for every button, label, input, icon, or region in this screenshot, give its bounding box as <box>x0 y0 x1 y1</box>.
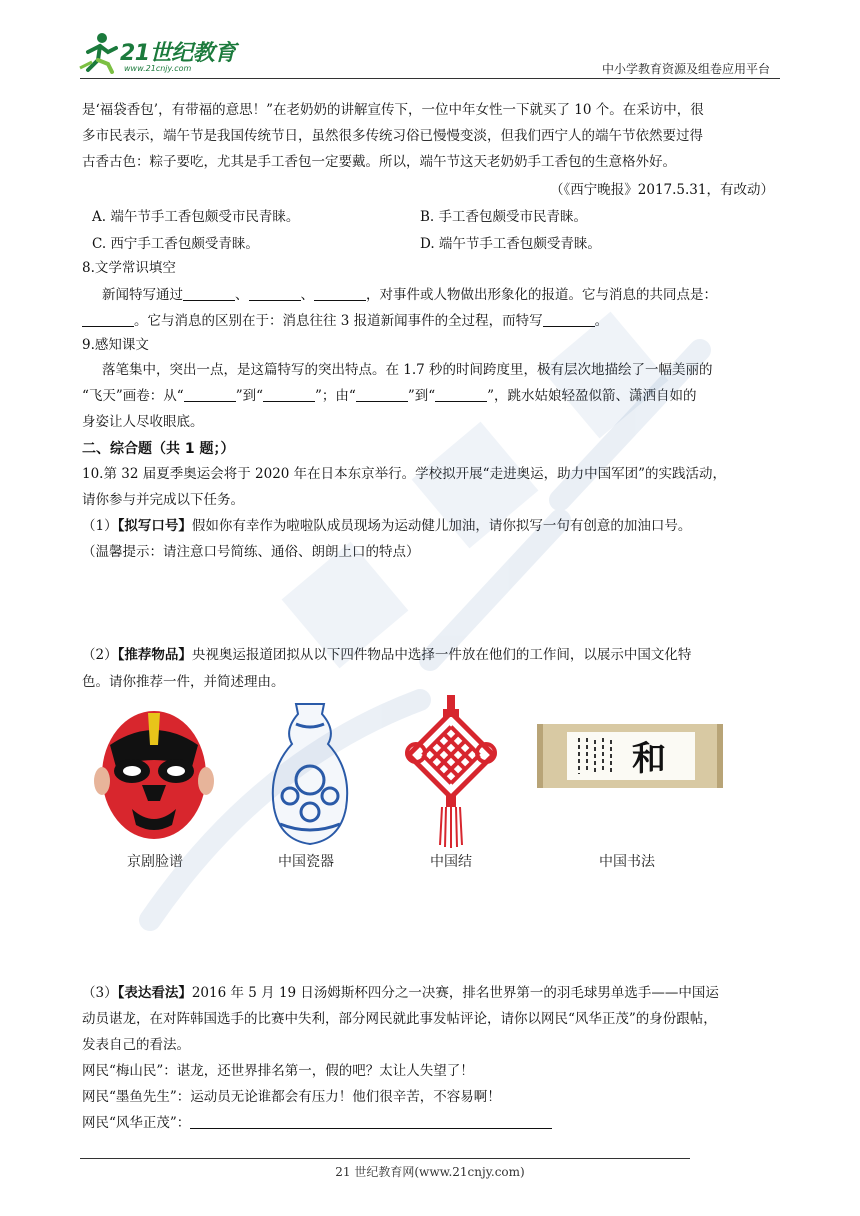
q10-part3: （3）【表达看法】2016 年 5 月 19 日汤姆斯杯四分之一决赛，排名世界第一的羽毛球男单选手——中国运 <box>82 985 719 1001</box>
calligraphy-char: 和 <box>632 739 666 779</box>
blank[interactable] <box>249 286 301 301</box>
passage-source: （《西宁晚报》2017.5.31，有改动） <box>550 182 774 198</box>
caption-opera-mask: 京剧脸谱 <box>127 854 183 870</box>
q9-title: 9.感知课文 <box>82 337 149 353</box>
passage-line-1: 是‘福袋香包’，有带福的意思！”在老奶奶的讲解宣传下，一位中年女性一下就买了 10 个。在采访中，很 <box>82 102 704 118</box>
chinese-knot-image <box>398 695 504 850</box>
comment-1: 网民“梅山民”：谌龙，还世界排名第一，假的吧？太让人失望了！ <box>82 1063 474 1079</box>
q9-line-3: 身姿让人尽收眼底。 <box>82 414 204 430</box>
site-logo <box>78 30 258 80</box>
blank[interactable] <box>435 387 487 402</box>
header-divider <box>80 78 780 79</box>
blank[interactable] <box>263 387 315 402</box>
caption-knot: 中国结 <box>430 854 472 870</box>
logo-text: 21世纪教育 <box>120 41 236 66</box>
q10-line-2: 请你参与并完成以下任务。 <box>82 492 244 508</box>
q8-title: 8.文学常识填空 <box>82 260 176 276</box>
q10-line-1: 10.第 32 届夏季奥运会将于 2020 年在日本东京举行。学校拟开展“走进奥运，助力中国军团”的实践活动， <box>82 466 726 482</box>
q9-line-2: “飞天”画卷：从“ ”到“ ”；由“ ”到“ ”，跳水姑娘轻盈似箭、潇洒自如的 <box>82 388 697 404</box>
q8-line-2: 。它与消息的区别在于：消息往往 3 报道新闻事件的全过程，而特写 。 <box>82 311 608 331</box>
q10-part2-cont: 色。请你推荐一件，并简述理由。 <box>82 674 285 690</box>
comment-3: 网民“风华正茂”： <box>82 1113 552 1133</box>
q10-part3-cont: 动员谌龙，在对阵韩国选手的比赛中失利，部分网民就此事发帖评论，请你以网民“风华正茂”的身份跟帖， <box>82 1011 717 1027</box>
passage-line-3: 古香古色：粽子要吃，尤其是手工香包一定要戴。所以，端午节这天老奶奶手工香包的生意格外好。 <box>82 154 676 170</box>
logo-url: www.21cnjy.com <box>124 64 192 73</box>
q10-part3-cont2: 发表自己的看法。 <box>82 1037 190 1053</box>
caption-calligraphy: 中国书法 <box>599 854 655 870</box>
option-a[interactable]: A. 端午节手工香包颇受市民青睐。 <box>92 209 300 225</box>
opera-mask-image <box>92 705 216 845</box>
option-d[interactable]: D. 端午节手工香包颇受青睐。 <box>420 236 601 252</box>
passage-line-2: 多市民表示，端午节是我国传统节日，虽然很多传统习俗已慢慢变淡，但我们西宁人的端午节依然要过得 <box>82 128 703 144</box>
caption-porcelain: 中国瓷器 <box>278 854 334 870</box>
option-c[interactable]: C. 西宁手工香包颇受青睐。 <box>92 236 259 252</box>
q9-line-1: 落笔集中，突出一点，是这篇特写的突出特点。在 1.7 秒的时间跨度里，极有层次地描绘了一幅美丽的 <box>102 362 713 378</box>
blank[interactable] <box>184 387 236 402</box>
q10-part2: （2）【推荐物品】央视奥运报道团拟从以下四件物品中选择一件放在他们的工作间，以展示中国文化特 <box>82 647 692 663</box>
footer-text: 21 世纪教育网(www.21cnjy.com) <box>335 1165 525 1179</box>
calligraphy-scroll-image <box>537 724 723 788</box>
blank[interactable] <box>543 312 595 327</box>
q10-part1: （1）【拟写口号】假如你有幸作为啦啦队成员现场为运动健儿加油，请你拟写一句有创意的加油口号。 <box>82 518 692 534</box>
blank[interactable] <box>314 286 366 301</box>
q8-line-1: 新闻特写通过 、 、 ，对事件或人物做出形象化的报道。它与消息的共同点是： <box>102 287 717 303</box>
porcelain-vase-image <box>266 700 354 848</box>
blank[interactable] <box>183 286 235 301</box>
header-slogan: 中小学教育资源及组卷应用平台 <box>601 62 770 76</box>
answer-blank[interactable] <box>190 1114 552 1129</box>
blank[interactable] <box>356 387 408 402</box>
option-b[interactable]: B. 手工香包颇受市民青睐。 <box>420 209 588 225</box>
blank[interactable] <box>82 312 134 327</box>
runner-logo-icon <box>78 30 122 74</box>
footer-divider <box>80 1158 690 1159</box>
comment-2: 网民“墨鱼先生”：运动员无论谁都会有压力！他们很辛苦，不容易啊！ <box>82 1089 501 1105</box>
q10-part1-hint: （温馨提示：请注意口号简练、通俗、朗朗上口的特点） <box>82 544 420 560</box>
section-title: 二、综合题（共 1 题；） <box>82 441 235 457</box>
